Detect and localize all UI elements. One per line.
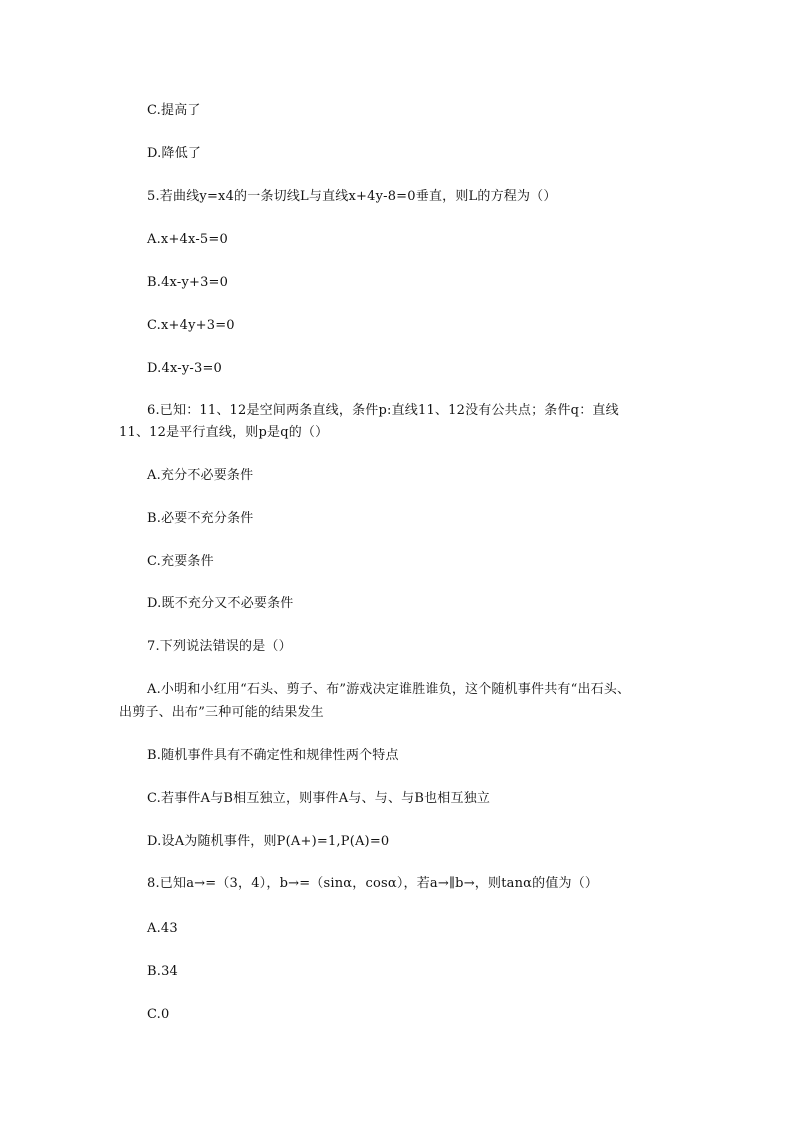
option-a-q8: A.43	[147, 921, 178, 936]
question-5: 5.若曲线y=x4的一条切线L与直线x+4y-8=0垂直，则L的方程为（）	[147, 189, 557, 204]
question-7: 7.下列说法错误的是（）	[147, 639, 292, 654]
option-b-q7: B.随机事件具有不确定性和规律性两个特点	[147, 748, 399, 763]
option-c-q4: C.提高了	[147, 103, 201, 118]
option-c-q8: C.0	[147, 1007, 170, 1022]
option-a-q7-line-1: A.小明和小红用“石头、剪子、布”游戏决定谁胜谁负，这个随机事件共有“出石头、	[147, 682, 631, 697]
option-d-q4: D.降低了	[147, 146, 202, 161]
option-a-q7-line-2: 出剪子、出布”三种可能的结果发生	[119, 705, 324, 720]
option-a-q5: A.x+4x-5=0	[147, 232, 228, 247]
option-b-q8: B.34	[147, 964, 179, 979]
option-c-q7: C.若事件A与B相互独立，则事件A与、与、与B也相互独立	[147, 791, 491, 806]
option-c-q5: C.x+4y+3=0	[147, 318, 235, 333]
option-b-q6: B.必要不充分条件	[147, 511, 254, 526]
option-b-q5: B.4x-y+3=0	[147, 275, 229, 290]
option-c-q6: C.充要条件	[147, 554, 214, 569]
option-a-q6: A.充分不必要条件	[147, 468, 254, 483]
question-6-line-1: 6.已知：11、12是空间两条直线，条件p:直线11、12没有公共点；条件q：直线	[147, 403, 619, 418]
question-6-line-2: 11、12是平行直线，则p是q的（）	[119, 425, 329, 440]
option-d-q6: D.既不充分又不必要条件	[147, 596, 294, 611]
question-8: 8.已知a→=（3，4），b→=（sinα，cosα），若a→∥b→，则tanα的值为（）	[147, 876, 599, 891]
option-d-q5: D.4x-y-3=0	[147, 361, 223, 376]
option-d-q7: D.设A为随机事件，则P(A+)=1,P(A)=0	[147, 834, 390, 849]
